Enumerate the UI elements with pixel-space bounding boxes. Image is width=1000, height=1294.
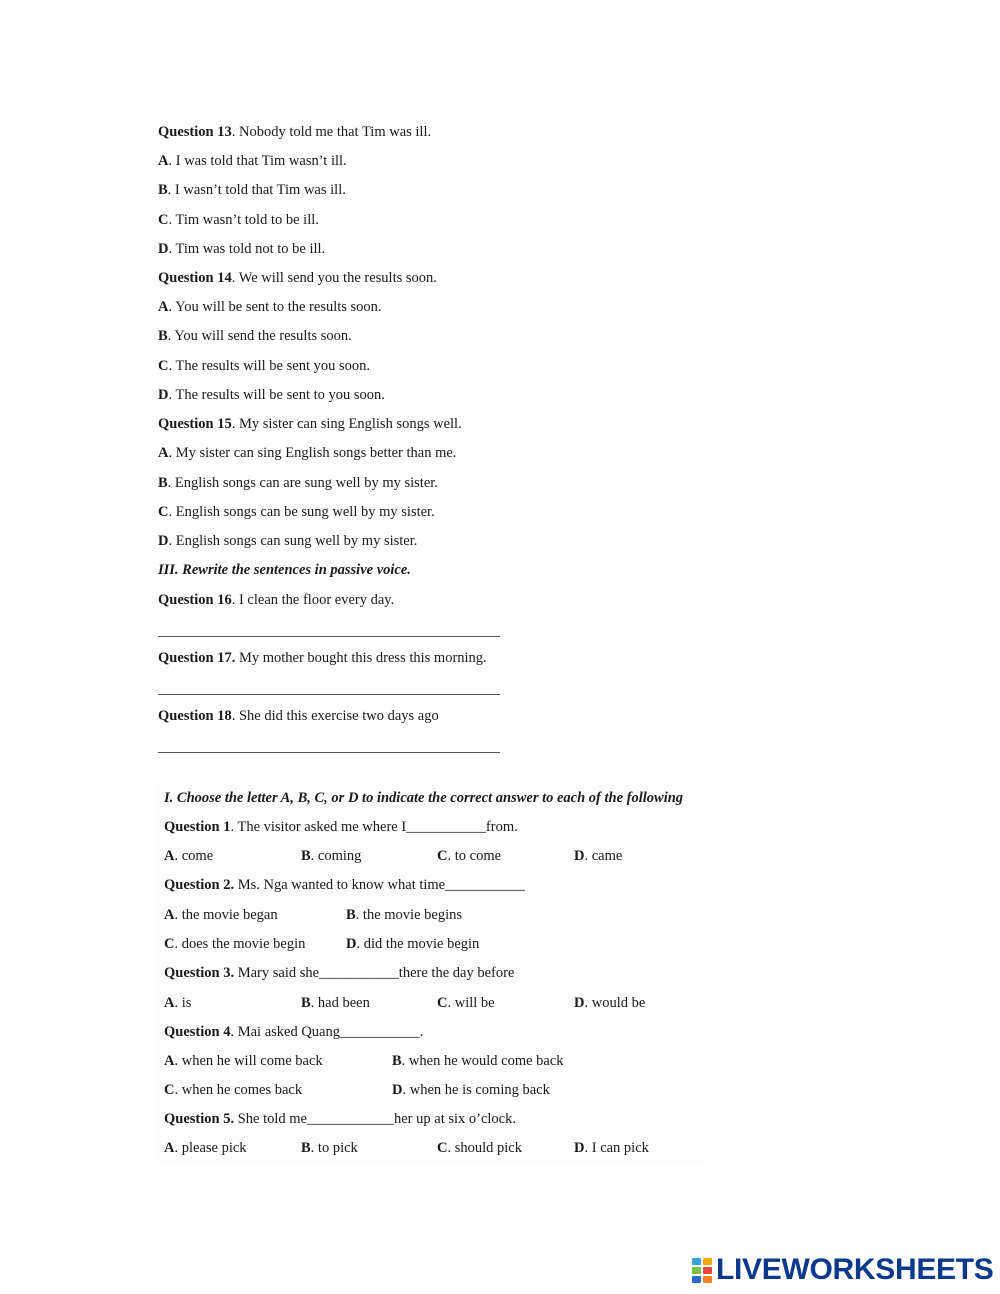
q13-option-c: C. Tim wasn’t told to be ill. <box>158 212 319 228</box>
q15-option-c: C. English songs can be sung well by my sister. <box>158 504 435 520</box>
q4-option-b[interactable]: B. when he would come back <box>392 1053 564 1069</box>
question-13: Question 13. Nobody told me that Tim was ill. <box>158 124 432 140</box>
question-4: Question 4. Mai asked Quang___________. <box>164 1024 424 1040</box>
q3-option-c[interactable]: C. will be <box>437 995 495 1011</box>
answer-line-q18[interactable] <box>158 752 500 753</box>
answer-line-q17[interactable] <box>158 694 500 695</box>
q5-option-a[interactable]: A. please pick <box>164 1140 247 1156</box>
q1-option-d[interactable]: D. came <box>574 848 623 864</box>
q3-option-a[interactable]: A. is <box>164 995 192 1011</box>
question-2: Question 2. Ms. Nga wanted to know what time___________ <box>164 877 525 893</box>
q13-option-a: A. I was told that Tim wasn’t ill. <box>158 153 347 169</box>
q14-option-c: C. The results will be sent you soon. <box>158 358 370 374</box>
q4-option-a[interactable]: A. when he will come back <box>164 1053 323 1069</box>
question-label: Question 5. <box>164 1111 235 1127</box>
question-label: Question 4 <box>164 1024 231 1040</box>
q4-option-c[interactable]: C. when he comes back <box>164 1082 303 1098</box>
question-14: Question 14. We will send you the results soon. <box>158 270 437 286</box>
q2-option-b[interactable]: B. the movie begins <box>346 907 462 923</box>
q13-option-d: D. Tim was told not to be ill. <box>158 241 326 257</box>
q14-option-d: D. The results will be sent to you soon. <box>158 387 385 403</box>
q5-option-d[interactable]: D. I can pick <box>574 1140 649 1156</box>
q15-option-a: A. My sister can sing English songs better than me. <box>158 445 457 461</box>
question-label: Question 1 <box>164 819 231 835</box>
question-label: Question 15 <box>158 416 232 432</box>
liveworksheets-logo[interactable] <box>692 1252 994 1288</box>
question-15: Question 15. My sister can sing English songs well. <box>158 416 462 432</box>
q15-option-d: D. English songs can sung well by my sister. <box>158 533 418 549</box>
question-16: Question 16. I clean the floor every day. <box>158 592 395 608</box>
answer-line-q16[interactable] <box>158 636 500 637</box>
q2-option-c[interactable]: C. does the movie begin <box>164 936 306 952</box>
question-label: Question 3. <box>164 965 235 981</box>
question-1: Question 1. The visitor asked me where I___________from. <box>164 819 518 835</box>
q2-option-d[interactable]: D. did the movie begin <box>346 936 480 952</box>
brand-name: LIVEWORKSHEETS <box>716 1253 994 1286</box>
liveworksheets-mark-icon <box>692 1258 712 1283</box>
question-label: Question 18 <box>158 708 232 724</box>
section-heading-passive: III. Rewrite the sentences in passive voice. <box>158 562 411 578</box>
q5-option-b[interactable]: B. to pick <box>301 1140 358 1156</box>
q1-option-c[interactable]: C. to come <box>437 848 502 864</box>
question-17: Question 17. My mother bought this dress this morning. <box>158 650 487 666</box>
q1-option-b[interactable]: B. coming <box>301 848 362 864</box>
q5-option-c[interactable]: C. should pick <box>437 1140 522 1156</box>
q14-option-a: A. You will be sent to the results soon. <box>158 299 382 315</box>
q4-option-d[interactable]: D. when he is coming back <box>392 1082 550 1098</box>
question-3: Question 3. Mary said she___________there the day before <box>164 965 515 981</box>
question-label: Question 14 <box>158 270 232 286</box>
q1-option-a[interactable]: A. come <box>164 848 214 864</box>
q2-option-a[interactable]: A. the movie began <box>164 907 278 923</box>
question-label: Question 13 <box>158 124 232 140</box>
q3-option-d[interactable]: D. would be <box>574 995 646 1011</box>
question-label: Question 16 <box>158 592 232 608</box>
question-label: Question 17. <box>158 650 236 666</box>
question-label: Question 2. <box>164 877 235 893</box>
q13-option-b: B. I wasn’t told that Tim was ill. <box>158 182 346 198</box>
q15-option-b: B. English songs can are sung well by my sister. <box>158 475 438 491</box>
question-5: Question 5. She told me____________her up at six o’clock. <box>164 1111 516 1127</box>
question-18: Question 18. She did this exercise two days ago <box>158 708 439 724</box>
q14-option-b: B. You will send the results soon. <box>158 328 352 344</box>
section-heading-choose: I. Choose the letter A, B, C, or D to indicate the correct answer to each of the following <box>164 790 684 806</box>
q3-option-b[interactable]: B. had been <box>301 995 370 1011</box>
